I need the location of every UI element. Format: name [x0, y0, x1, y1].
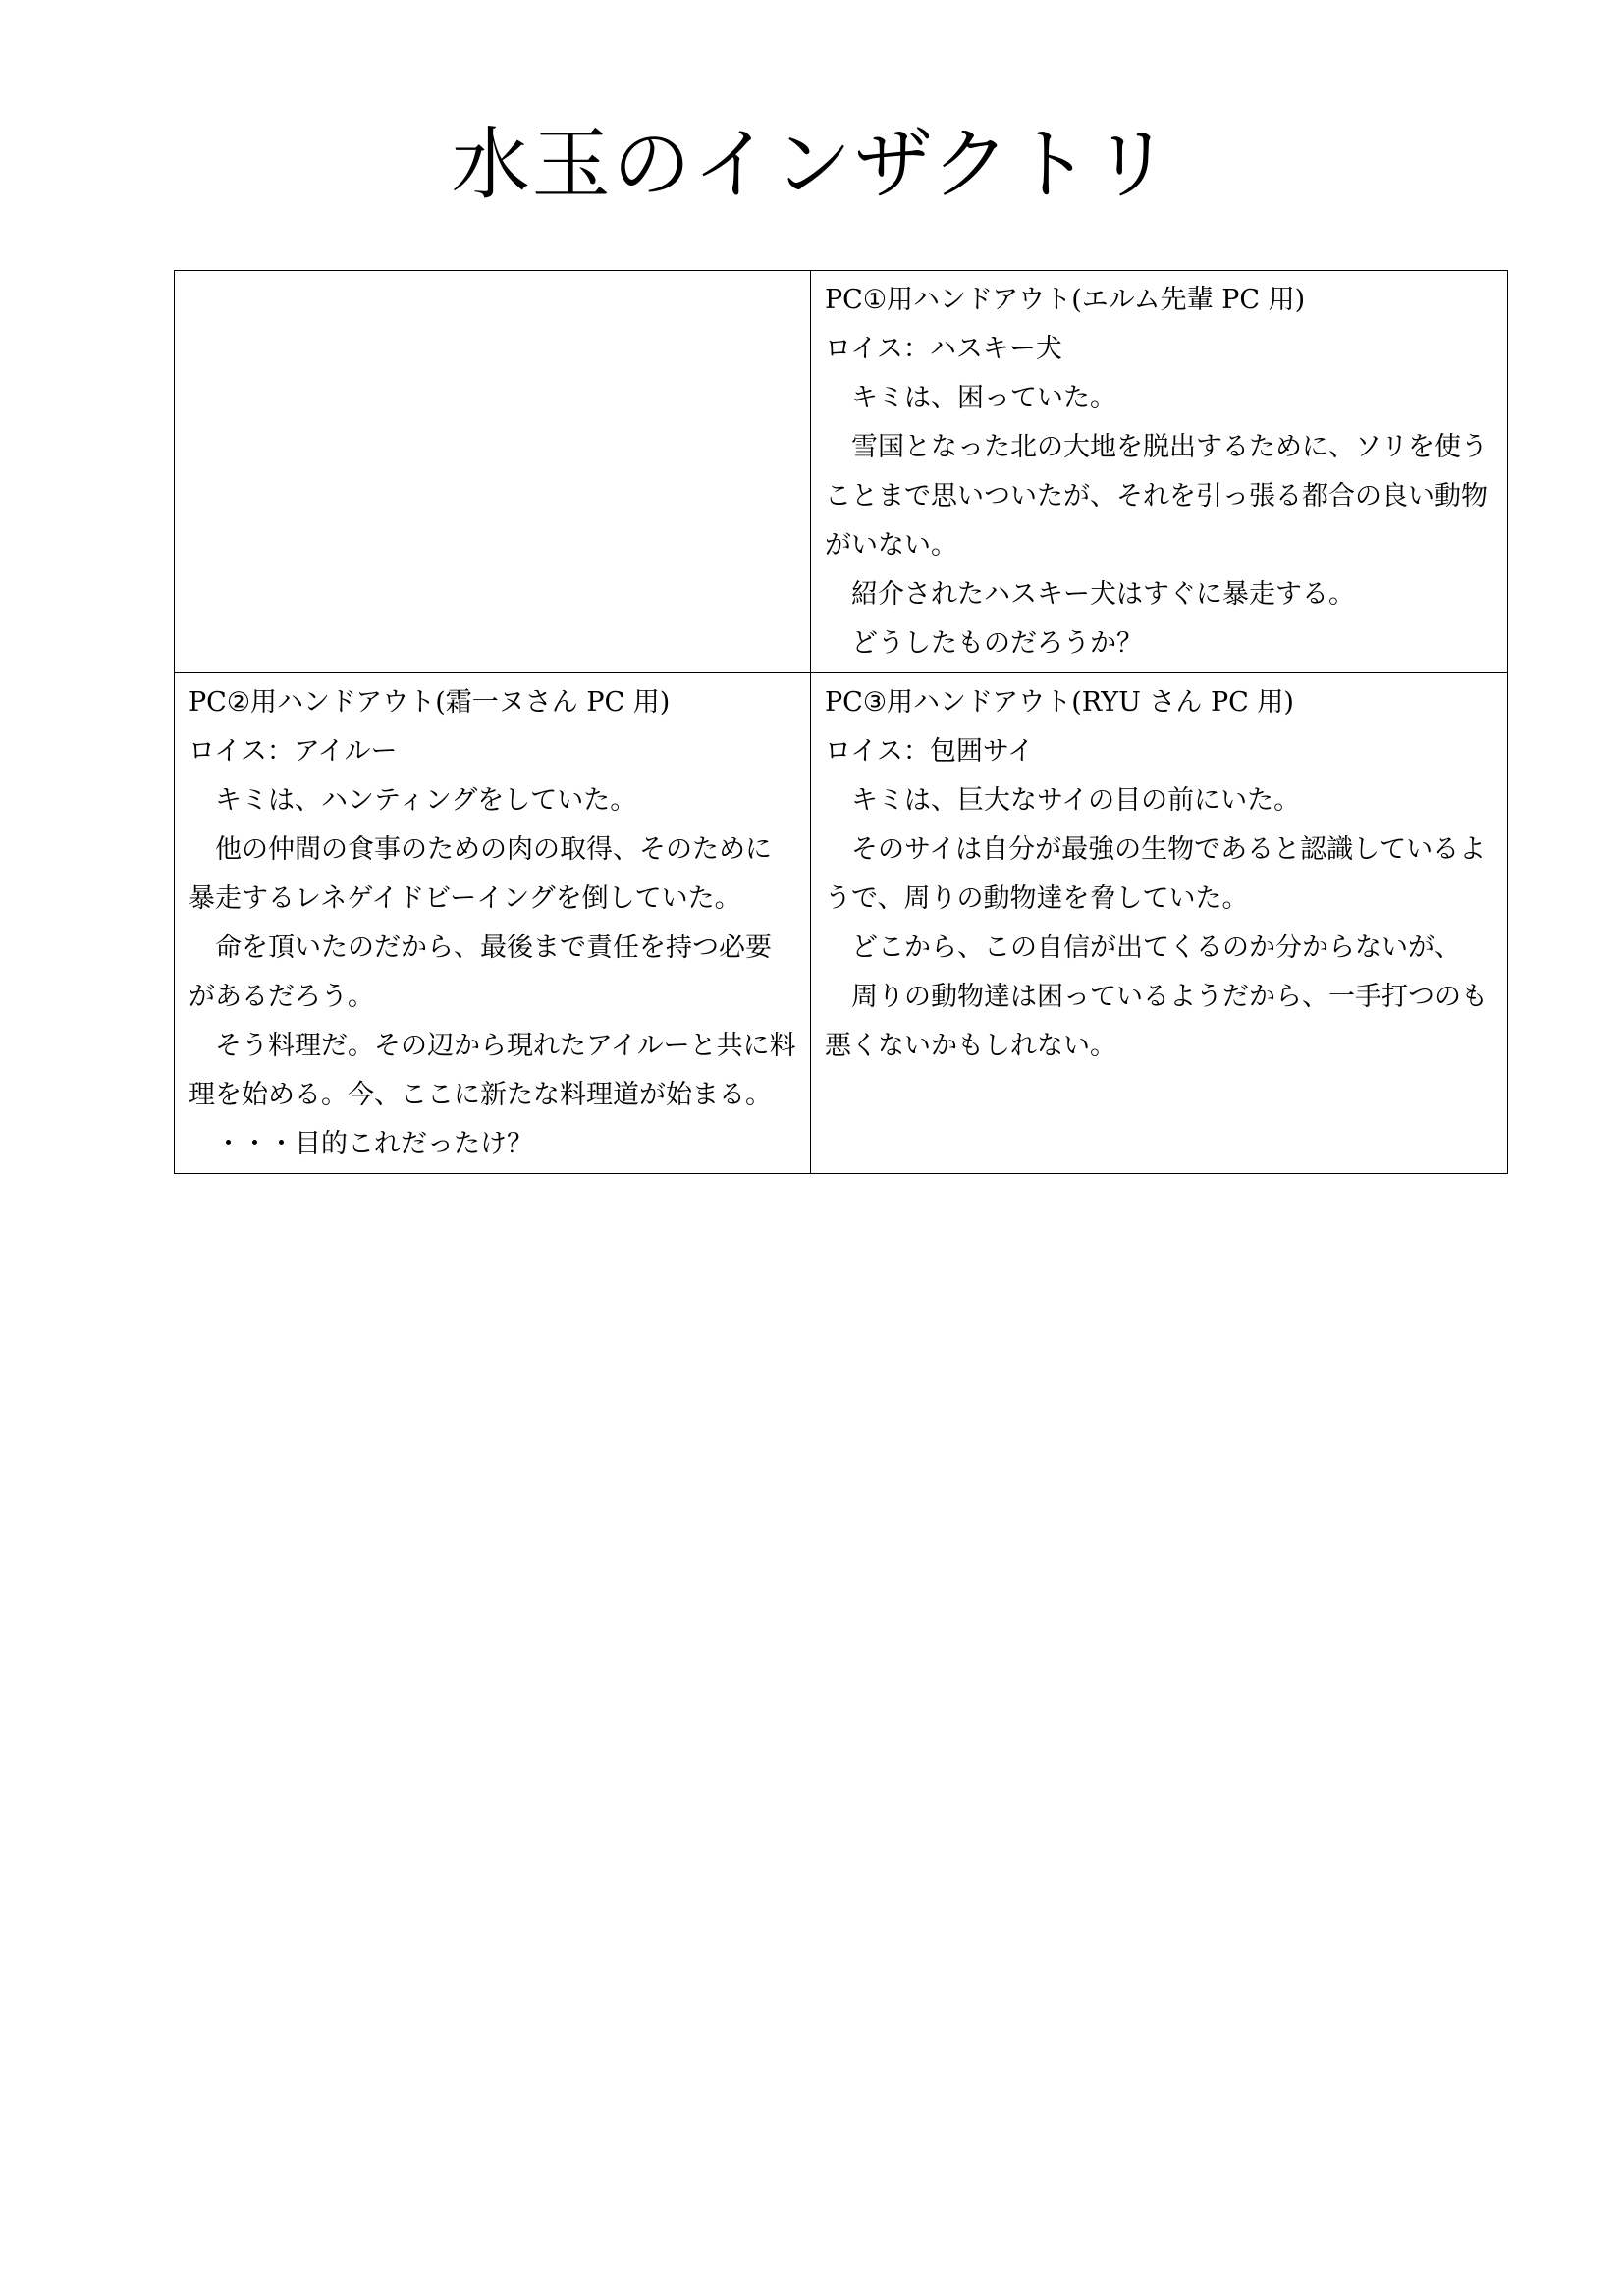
- table-row-bottom: [175, 673, 1508, 1174]
- pc1-lois: ロイス：ハスキー犬: [825, 334, 1062, 364]
- pc2-lois: ロイス：アイルー: [189, 736, 398, 767]
- table-row-top: [175, 271, 1508, 673]
- pc1-line-3: 紹介されたハスキー犬はすぐに暴走する。: [851, 579, 1355, 610]
- pc1-line-2: 雪国となった北の大地を脱出するために、ソリを使うことまで思いついたが、それを引っ張る都合の良い動物がいない。: [825, 432, 1488, 561]
- pc2-line-5: ・・・目的これだったけ？: [215, 1129, 533, 1159]
- pc1-handout-cell: [811, 271, 1508, 673]
- handout-table: [174, 270, 1508, 1174]
- pc1-line-1: キミは、困っていた。: [851, 383, 1116, 413]
- pc2-handout-cell: [175, 673, 811, 1174]
- pc3-line-3: どこから、この自信が出てくるのか分からないが、: [851, 933, 1461, 963]
- pc3-line-1: キミは、巨大なサイの目の前にいた。: [851, 785, 1301, 816]
- pc2-heading: PC②用ハンドアウト(霜一ヌさん PC 用): [189, 687, 671, 718]
- pc3-line-2: そのサイは自分が最強の生物であると認識しているようで、周りの動物達を脅していた。: [825, 834, 1487, 914]
- pc2-line-3: 命を頂いたのだから、最後まで責任を持つ必要があるだろう。: [189, 933, 772, 1012]
- pc2-line-1: キミは、ハンティングをしていた。: [215, 785, 637, 816]
- page-title: 水玉のインザクトリ: [451, 119, 1173, 210]
- pc3-lois: ロイス：包囲サイ: [825, 736, 1035, 767]
- pc3-line-4: 周りの動物達は困っているようだから、一手打つのも悪くないかもしれない。: [825, 982, 1488, 1061]
- pc1-line-4: どうしたものだろうか？: [851, 628, 1143, 659]
- pc1-heading: PC①用ハンドアウト(エルム先輩 PC 用): [825, 285, 1306, 315]
- empty-cell: [175, 271, 811, 673]
- pc2-line-4: そう料理だ。その辺から現れたアイルーと共に料理を始める。今、ここに新たな料理道が始まる。: [189, 1031, 796, 1110]
- pc2-line-2: 他の仲間の食事のための肉の取得、そのために暴走するレネゲイドビーイングを倒していた。: [189, 834, 772, 914]
- pc3-handout-cell: [811, 673, 1508, 1174]
- pc3-heading: PC③用ハンドアウト(RYU さん PC 用): [825, 687, 1294, 718]
